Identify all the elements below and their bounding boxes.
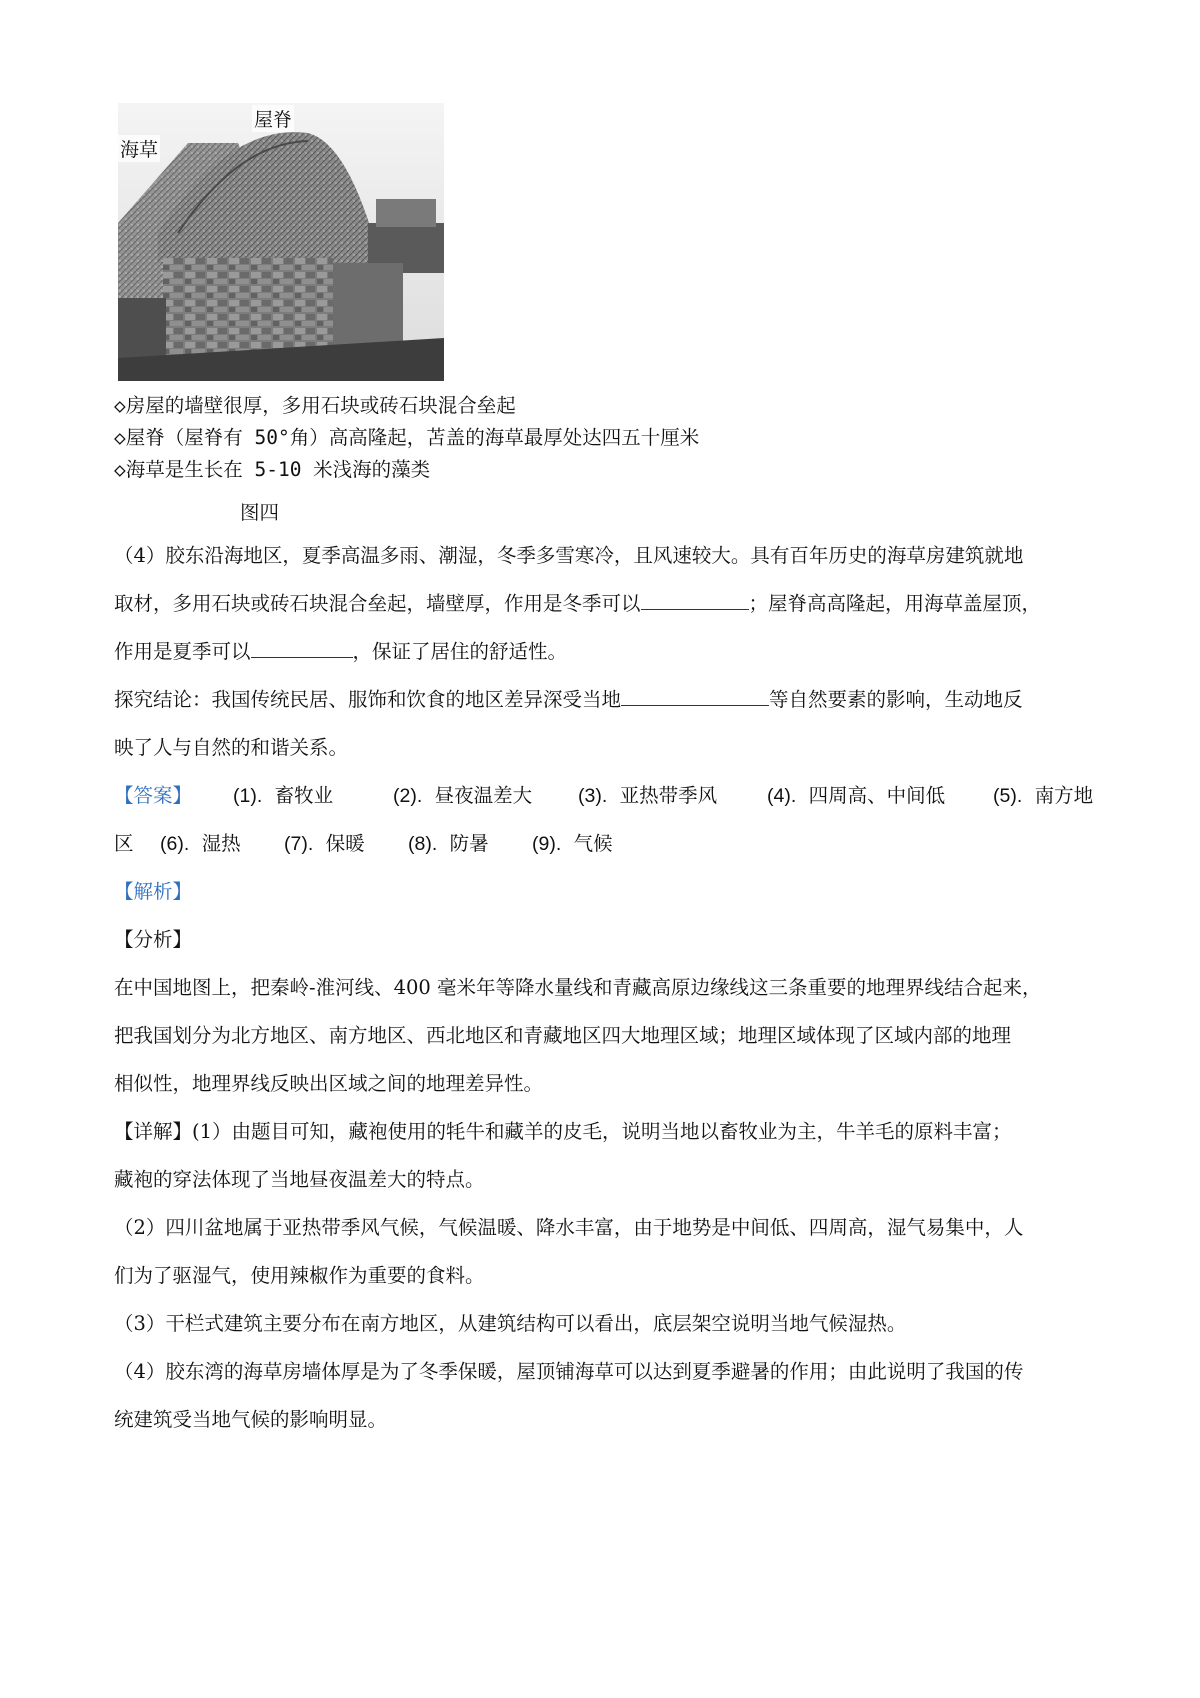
conclusion-line1 [114, 676, 1094, 724]
question4-line1: （4）胶东沿海地区，夏季高温多雨、潮湿，冬季多雪寒冷，且风速较大。具有百年历史的海草房建筑就地 [114, 544, 1024, 567]
answer-item-1: (1). 畜牧业 [233, 784, 334, 807]
seaweed-house-illustration [118, 103, 444, 381]
answer-item-5-cont: 区 [114, 832, 134, 855]
answer-item-2: (2). 昼夜温差大 [393, 784, 533, 807]
answer-tag: 【答案】 [114, 784, 193, 807]
answer-item-4: (4). 四周高、中间低 [767, 784, 946, 807]
figure-caption: 图四 [240, 501, 280, 524]
conclusion-text-b: 等自然要素的影响，生动地反 [769, 688, 1023, 711]
answer-row-2 [114, 820, 1094, 868]
question4-text-b: ；屋脊高高隆起，用海草盖屋顶， [748, 592, 1042, 615]
answer-item-8: (8). 防暑 [408, 832, 489, 855]
note-ridge: ◇屋脊（屋脊有 50°角）高高隆起，苫盖的海草最厚处达四五十厘米 [114, 426, 700, 449]
detail-line7: 统建筑受当地气候的影响明显。 [114, 1408, 388, 1431]
conclusion-line2: 映了人与自然的和谐关系。 [114, 736, 349, 759]
figure-notes [114, 390, 699, 486]
answer-item-5: (5). 南方地 [993, 784, 1094, 807]
question4-text-c: 作用是夏季可以 [114, 640, 251, 663]
answer-item-6: (6). 湿热 [160, 832, 241, 855]
answer-blank [621, 685, 769, 706]
analysis-line3: 相似性，地理界线反映出区域之间的地理差异性。 [114, 1072, 544, 1095]
detail-line2: 藏袍的穿法体现了当地昼夜温差大的特点。 [114, 1168, 485, 1191]
conclusion-text-a: 探究结论：我国传统民居、服饰和饮食的地区差异深受当地 [114, 688, 622, 711]
answer-item-7: (7). 保暖 [284, 832, 365, 855]
question4-line2 [114, 580, 1094, 628]
answer-blank [251, 637, 353, 658]
note-seaweed: ◇海草是生长在 5-10 米浅海的藻类 [114, 458, 431, 481]
question4-line3 [114, 628, 1094, 676]
analysis-tag: 【解析】 [114, 880, 193, 903]
detail-line3: （2）四川盆地属于亚热带季风气候，气候温暖、降水丰富，由于地势是中间低、四周高，湿气易集中，人 [114, 1216, 1024, 1239]
answer-item-9: (9). 气候 [532, 832, 613, 855]
detail-line5: （3）干栏式建筑主要分布在南方地区，从建筑结构可以看出，底层架空说明当地气候湿热。 [114, 1312, 907, 1335]
analysis-sub-tag: 【分析】 [114, 928, 193, 951]
detail-line4: 们为了驱湿气，使用辣椒作为重要的食料。 [114, 1264, 485, 1287]
detail-line6: （4）胶东湾的海草房墙体厚是为了冬季保暖，屋顶铺海草可以达到夏季避暑的作用；由此说明了我国的传 [114, 1360, 1024, 1383]
answer-blank [641, 589, 749, 610]
seaweed-house-photo [118, 103, 444, 381]
ridge-label: 屋脊 [252, 105, 294, 132]
question4-text-a: 取材，多用石块或砖石块混合垒起，墙壁厚，作用是冬季可以 [114, 592, 641, 615]
analysis-line2: 把我国划分为北方地区、南方地区、西北地区和青藏地区四大地理区域；地理区域体现了区域内部的地理 [114, 1024, 1012, 1047]
answer-row-1 [114, 772, 1094, 820]
detail-line1: 【详解】(1）由题目可知，藏袍使用的牦牛和藏羊的皮毛，说明当地以畜牧业为主，牛羊毛的原料丰富； [114, 1120, 1012, 1143]
seaweed-label: 海草 [118, 135, 160, 162]
question4-text-d: ，保证了居住的舒适性。 [352, 640, 568, 663]
answer-item-3: (3). 亚热带季风 [578, 784, 718, 807]
analysis-line1: 在中国地图上，把秦岭-淮河线、400 毫米年等降水量线和青藏高原边缘线这三条重要的地理界线结合起来， [114, 976, 1042, 999]
note-walls: ◇房屋的墙壁很厚，多用石块或砖石块混合垒起 [114, 394, 516, 417]
